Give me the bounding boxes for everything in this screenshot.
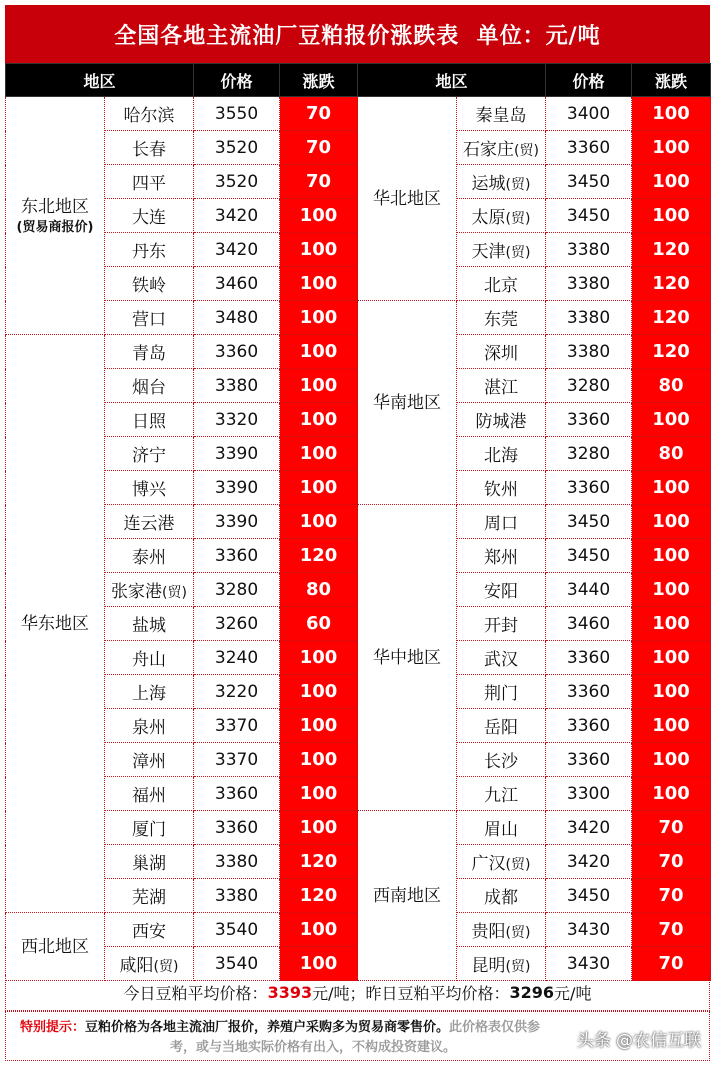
- city-name: 芜湖: [132, 888, 166, 908]
- change-cell: 120: [632, 335, 711, 369]
- city-name: 博兴: [132, 480, 166, 500]
- header-price-left: 价格: [194, 64, 280, 97]
- price-cell: 3520: [194, 165, 280, 199]
- header-region-right: 地区: [358, 64, 546, 97]
- header-change-right: 涨跌: [632, 64, 711, 97]
- change-cell: 100: [632, 743, 711, 777]
- city-cell: [105, 471, 194, 505]
- price-cell: 3520: [194, 131, 280, 165]
- trader-tag: (贸): [514, 143, 539, 159]
- price-cell: 3460: [546, 607, 632, 641]
- city-name: 哈尔滨: [123, 106, 175, 126]
- price-cell: 3450: [546, 505, 632, 539]
- city-name: 泉州: [132, 718, 166, 738]
- table-header-row: [6, 64, 711, 97]
- price-cell: 3360: [546, 471, 632, 505]
- city-cell: [457, 369, 546, 403]
- price-cell: 3550: [194, 97, 280, 131]
- city-cell: [105, 811, 194, 845]
- price-cell: 3360: [194, 777, 280, 811]
- city-name: 营口: [132, 310, 166, 330]
- city-cell: [457, 539, 546, 573]
- table-row: [6, 301, 711, 335]
- table-body: [6, 97, 711, 981]
- city-cell: [105, 539, 194, 573]
- city-name: 泰州: [132, 548, 166, 568]
- header-price-right: 价格: [546, 64, 632, 97]
- region-right-1: [358, 301, 457, 505]
- price-cell: 3360: [546, 709, 632, 743]
- price-cell: 3390: [194, 437, 280, 471]
- region-name: 西北地区: [21, 936, 89, 957]
- price-cell: 3360: [546, 403, 632, 437]
- trader-tag: (贸): [505, 925, 531, 941]
- city-name: 眉山: [484, 820, 519, 840]
- today-avg-unit: 元/吨；: [312, 984, 366, 1003]
- city-name: 烟台: [132, 378, 166, 398]
- trader-tag: (贸): [505, 245, 531, 261]
- city-cell: [105, 267, 194, 301]
- trader-tag: (贸): [505, 857, 531, 873]
- city-cell: [105, 233, 194, 267]
- price-cell: 3390: [194, 505, 280, 539]
- city-cell: [105, 369, 194, 403]
- city-name: 太原: [471, 208, 506, 228]
- city-cell: [105, 437, 194, 471]
- change-cell: 120: [280, 845, 358, 879]
- change-cell: 120: [632, 233, 711, 267]
- change-cell: 120: [280, 539, 358, 573]
- title-main: 全国各地主流油厂豆粕报价涨跌表: [114, 23, 460, 49]
- price-cell: 3450: [546, 539, 632, 573]
- notice-grey-text: 此价格表仅供参: [449, 1020, 541, 1035]
- change-cell: 100: [280, 267, 358, 301]
- change-cell: 70: [280, 131, 358, 165]
- header-change-left: 涨跌: [280, 64, 358, 97]
- change-cell: 100: [280, 743, 358, 777]
- region-left-1: [6, 335, 105, 913]
- average-price-bar: [5, 975, 710, 1011]
- city-name: 连云港: [123, 514, 175, 534]
- city-name: 开封: [484, 616, 519, 636]
- city-name: 咸阳: [119, 956, 154, 976]
- city-cell: [105, 675, 194, 709]
- city-name: 郑州: [484, 548, 519, 568]
- city-name: 湛江: [484, 378, 519, 398]
- city-name: 深圳: [484, 344, 519, 364]
- trader-tag: (贸): [505, 177, 531, 193]
- city-name: 东莞: [484, 310, 519, 330]
- price-cell: 3380: [194, 369, 280, 403]
- price-cell: 3460: [194, 267, 280, 301]
- city-cell: [457, 811, 546, 845]
- city-cell: [105, 607, 194, 641]
- city-name: 荆门: [484, 684, 519, 704]
- city-cell: [105, 403, 194, 437]
- change-cell: 80: [280, 573, 358, 607]
- change-cell: 100: [632, 539, 711, 573]
- price-cell: 3280: [194, 573, 280, 607]
- city-cell: [105, 913, 194, 947]
- change-cell: 120: [280, 879, 358, 913]
- city-name: 周口: [484, 514, 519, 534]
- city-name: 安阳: [484, 582, 519, 602]
- price-cell: 3430: [546, 947, 632, 981]
- change-cell: 70: [280, 97, 358, 131]
- city-name: 岳阳: [484, 718, 519, 738]
- city-name: 成都: [484, 888, 519, 908]
- trader-tag: (贸): [162, 585, 187, 601]
- today-avg-label: 今日豆粕平均价格：: [123, 984, 268, 1003]
- price-cell: 3380: [546, 301, 632, 335]
- city-name: 广汉: [471, 854, 506, 874]
- city-name: 舟山: [132, 650, 166, 670]
- price-cell: 3360: [546, 675, 632, 709]
- change-cell: 60: [280, 607, 358, 641]
- region-right-0: [358, 97, 457, 301]
- city-cell: [105, 131, 194, 165]
- region-name: 西南地区: [373, 885, 442, 906]
- change-cell: 100: [632, 505, 711, 539]
- notice-text: 豆粕价格为各地主流油厂报价，养殖户采购多为贸易商零售价。: [85, 1020, 450, 1035]
- region-subtitle: (贸易商报价): [16, 219, 94, 235]
- city-cell: [457, 607, 546, 641]
- city-name: 秦皇岛: [475, 106, 527, 126]
- price-cell: 3420: [546, 811, 632, 845]
- city-name: 上海: [132, 684, 166, 704]
- city-cell: [457, 165, 546, 199]
- change-cell: 70: [280, 165, 358, 199]
- city-name: 九江: [484, 786, 519, 806]
- title-unit: 单位：元/吨: [476, 23, 601, 49]
- change-cell: 100: [280, 199, 358, 233]
- city-cell: [457, 913, 546, 947]
- price-cell: 3320: [194, 403, 280, 437]
- page-title: [5, 5, 710, 63]
- city-name: 四平: [132, 174, 166, 194]
- city-name: 武汉: [484, 650, 519, 670]
- change-cell: 100: [280, 709, 358, 743]
- change-cell: 120: [632, 301, 711, 335]
- change-cell: 70: [632, 845, 711, 879]
- city-name: 西安: [132, 922, 166, 942]
- table-row: [6, 505, 711, 539]
- city-name: 福州: [132, 786, 166, 806]
- price-cell: 3220: [194, 675, 280, 709]
- region-left-2: [6, 913, 105, 981]
- city-cell: [105, 301, 194, 335]
- table-row: [6, 811, 711, 845]
- city-cell: [457, 233, 546, 267]
- city-cell: [457, 131, 546, 165]
- city-cell: [457, 437, 546, 471]
- city-name: 贵阳: [471, 922, 506, 942]
- change-cell: 100: [632, 573, 711, 607]
- city-name: 日照: [132, 412, 166, 432]
- price-cell: 3420: [546, 845, 632, 879]
- city-cell: [105, 97, 194, 131]
- price-cell: 3360: [546, 641, 632, 675]
- price-cell: 3240: [194, 641, 280, 675]
- city-name: 漳州: [132, 752, 166, 772]
- price-cell: 3380: [194, 845, 280, 879]
- price-cell: 3280: [546, 369, 632, 403]
- region-right-3: [358, 811, 457, 981]
- change-cell: 100: [632, 777, 711, 811]
- region-name: 华东地区: [21, 613, 89, 634]
- price-cell: 3360: [194, 539, 280, 573]
- city-cell: [457, 301, 546, 335]
- city-name: 昆明: [471, 956, 506, 976]
- price-cell: 3280: [546, 437, 632, 471]
- city-cell: [457, 97, 546, 131]
- city-name: 防城港: [475, 412, 527, 432]
- city-cell: [105, 573, 194, 607]
- change-cell: 100: [280, 913, 358, 947]
- change-cell: 100: [280, 641, 358, 675]
- region-name: 华中地区: [373, 647, 442, 668]
- change-cell: 100: [632, 641, 711, 675]
- change-cell: 100: [280, 369, 358, 403]
- price-cell: 3380: [546, 267, 632, 301]
- city-name: 青岛: [132, 344, 166, 364]
- city-cell: [457, 675, 546, 709]
- today-avg-value: 3393: [267, 983, 313, 1002]
- city-cell: [105, 505, 194, 539]
- price-cell: 3260: [194, 607, 280, 641]
- city-cell: [105, 641, 194, 675]
- city-name: 钦州: [484, 480, 519, 500]
- change-cell: 70: [632, 947, 711, 981]
- region-name: 华南地区: [373, 392, 442, 413]
- change-cell: 100: [280, 233, 358, 267]
- change-cell: 80: [632, 369, 711, 403]
- city-name: 北京: [484, 276, 519, 296]
- city-name: 济宁: [132, 446, 166, 466]
- change-cell: 120: [632, 267, 711, 301]
- city-cell: [105, 777, 194, 811]
- city-cell: [457, 777, 546, 811]
- header-region-left: 地区: [6, 64, 194, 97]
- city-name: 丹东: [132, 242, 166, 262]
- change-cell: 100: [280, 437, 358, 471]
- city-name: 北海: [484, 446, 519, 466]
- price-cell: 3440: [546, 573, 632, 607]
- price-cell: 3450: [546, 199, 632, 233]
- city-cell: [105, 743, 194, 777]
- price-cell: 3480: [194, 301, 280, 335]
- change-cell: 70: [632, 811, 711, 845]
- yesterday-avg-label: 昨日豆粕平均价格：: [365, 984, 510, 1003]
- price-cell: 3380: [546, 335, 632, 369]
- watermark: [577, 1026, 701, 1051]
- city-name: 张家港: [111, 582, 163, 602]
- change-cell: 100: [632, 675, 711, 709]
- city-name: 铁岭: [132, 276, 166, 296]
- price-table: [5, 63, 711, 981]
- change-cell: 100: [280, 335, 358, 369]
- change-cell: 100: [280, 301, 358, 335]
- city-cell: [457, 743, 546, 777]
- city-cell: [457, 573, 546, 607]
- city-cell: [457, 267, 546, 301]
- change-cell: 100: [632, 709, 711, 743]
- price-cell: 3400: [546, 97, 632, 131]
- price-cell: 3540: [194, 913, 280, 947]
- region-name: 华北地区: [373, 188, 442, 209]
- city-name: 巢湖: [132, 854, 166, 874]
- city-name: 石家庄: [463, 140, 515, 160]
- price-cell: 3300: [546, 777, 632, 811]
- price-cell: 3540: [194, 947, 280, 981]
- city-cell: [457, 879, 546, 913]
- price-cell: 3360: [546, 743, 632, 777]
- price-cell: 3420: [194, 233, 280, 267]
- change-cell: 100: [280, 471, 358, 505]
- change-cell: 100: [632, 165, 711, 199]
- city-name: 厦门: [132, 820, 166, 840]
- region-name: 东北地区: [21, 196, 89, 217]
- change-cell: 100: [280, 675, 358, 709]
- notice-line2: 考，或与当地实际价格有出入，不构成投资建议。: [170, 1040, 457, 1055]
- change-cell: 100: [280, 403, 358, 437]
- change-cell: 100: [632, 403, 711, 437]
- price-cell: 3360: [194, 811, 280, 845]
- price-cell: 3370: [194, 709, 280, 743]
- city-cell: [457, 471, 546, 505]
- city-cell: [457, 845, 546, 879]
- city-cell: [457, 335, 546, 369]
- change-cell: 100: [280, 777, 358, 811]
- city-name: 运城: [471, 174, 506, 194]
- change-cell: 100: [632, 607, 711, 641]
- change-cell: 80: [632, 437, 711, 471]
- yesterday-avg-value: 3296: [509, 983, 555, 1002]
- city-cell: [457, 403, 546, 437]
- city-name: 盐城: [132, 616, 166, 636]
- city-cell: [457, 505, 546, 539]
- city-name: 天津: [471, 242, 506, 262]
- change-cell: 100: [632, 97, 711, 131]
- change-cell: 100: [632, 131, 711, 165]
- city-cell: [105, 335, 194, 369]
- city-name: 大连: [132, 208, 166, 228]
- price-cell: 3360: [194, 335, 280, 369]
- price-cell: 3380: [194, 879, 280, 913]
- change-cell: 100: [280, 947, 358, 981]
- price-cell: 3450: [546, 165, 632, 199]
- change-cell: 100: [280, 505, 358, 539]
- price-cell: 3430: [546, 913, 632, 947]
- trader-tag: (贸): [505, 959, 531, 975]
- city-cell: [457, 709, 546, 743]
- notice-label: 特别提示：: [20, 1020, 86, 1035]
- city-cell: [105, 709, 194, 743]
- city-cell: [457, 641, 546, 675]
- city-cell: [105, 879, 194, 913]
- price-cell: 3370: [194, 743, 280, 777]
- price-cell: 3360: [546, 131, 632, 165]
- table-row: [6, 97, 711, 131]
- yesterday-avg-unit: 元/吨: [554, 984, 592, 1003]
- price-cell: 3390: [194, 471, 280, 505]
- price-cell: 3450: [546, 879, 632, 913]
- price-cell: 3380: [546, 233, 632, 267]
- city-cell: [457, 199, 546, 233]
- change-cell: 70: [632, 913, 711, 947]
- watermark-text: 头条 @农信互联: [576, 1031, 701, 1051]
- price-cell: 3420: [194, 199, 280, 233]
- region-right-2: [358, 505, 457, 811]
- change-cell: 70: [632, 879, 711, 913]
- city-name: 长春: [132, 140, 166, 160]
- trader-tag: (贸): [153, 959, 179, 975]
- change-cell: 100: [280, 811, 358, 845]
- city-cell: [105, 165, 194, 199]
- trader-tag: (贸): [505, 211, 531, 227]
- city-cell: [105, 845, 194, 879]
- city-name: 长沙: [484, 752, 519, 772]
- region-left-0: [6, 97, 105, 335]
- change-cell: 100: [632, 199, 711, 233]
- city-cell: [105, 199, 194, 233]
- change-cell: 100: [632, 471, 711, 505]
